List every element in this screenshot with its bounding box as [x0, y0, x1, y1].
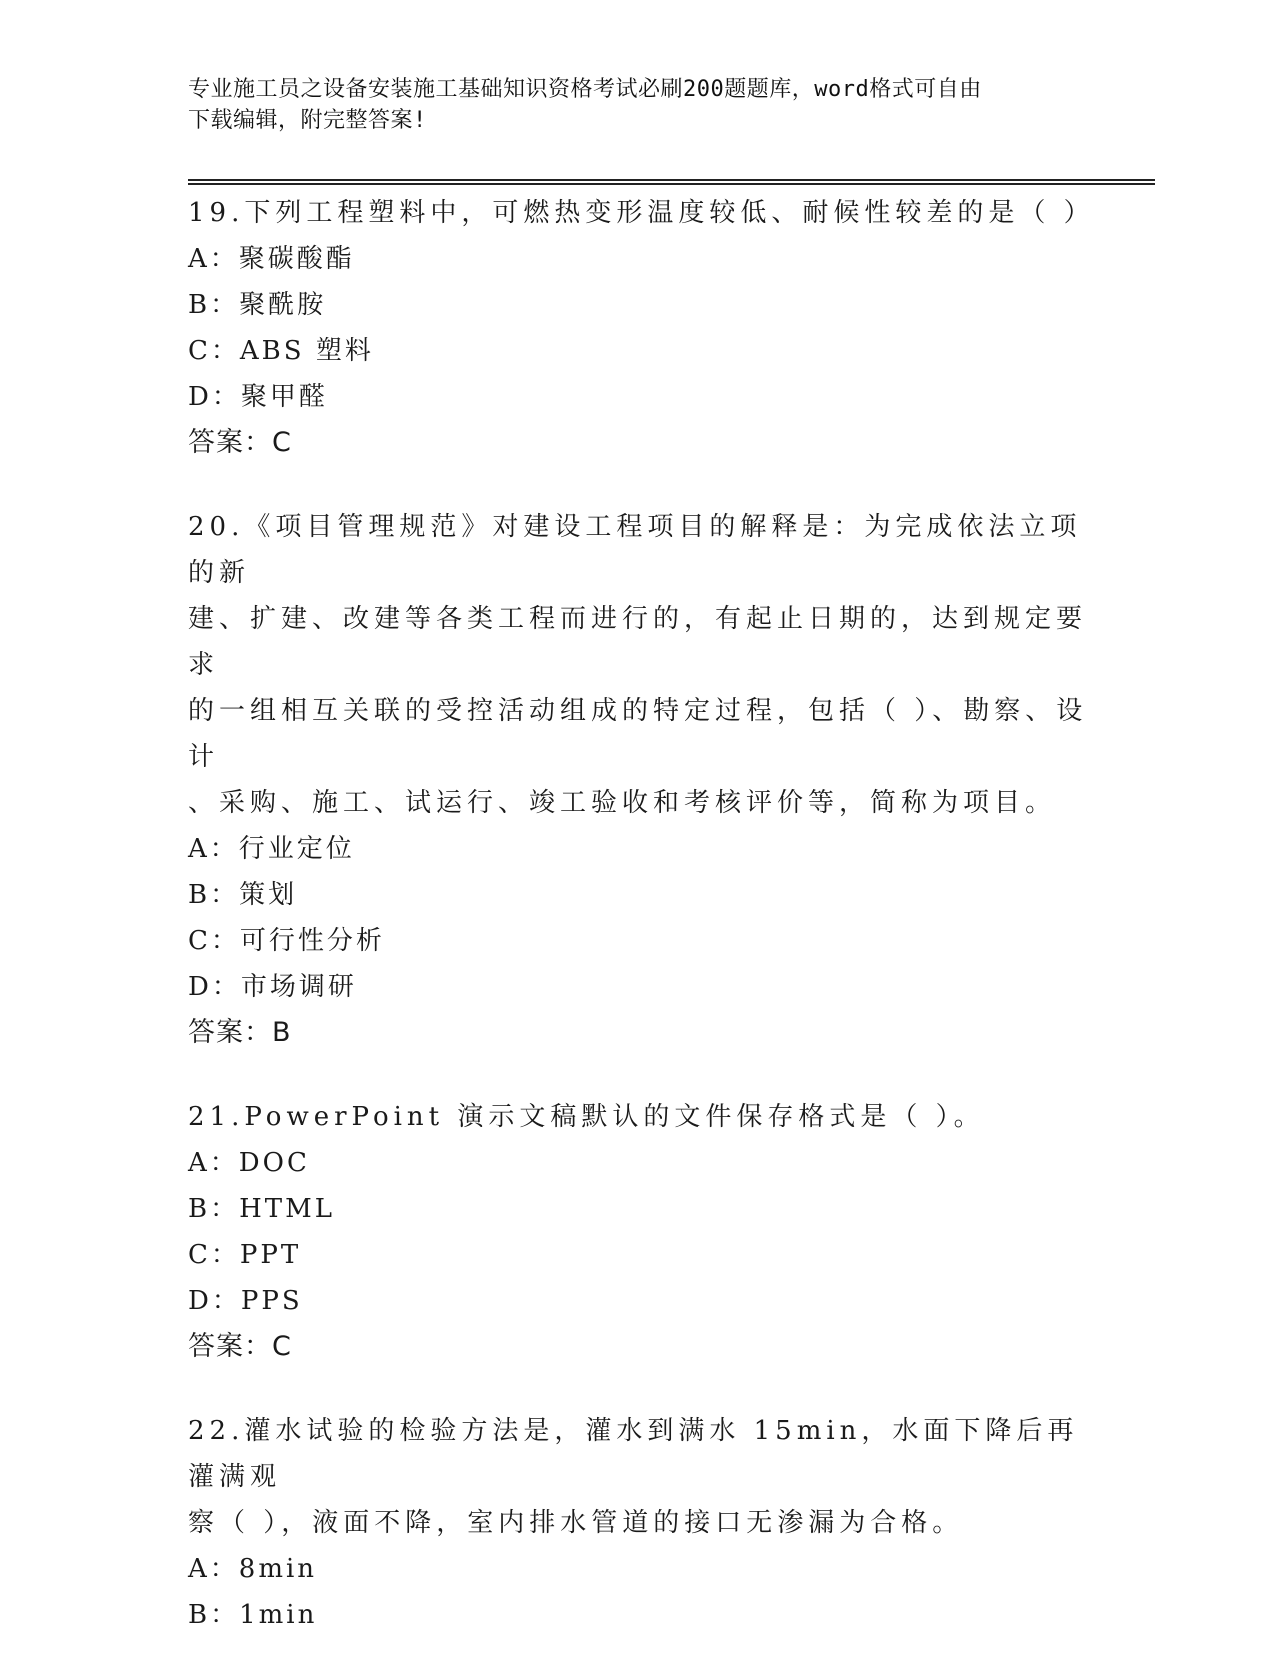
- question-text-line: 20.《项目管理规范》对建设工程项目的解释是：为完成依法立项的新: [188, 512, 1082, 588]
- option-d: D：聚甲醛: [188, 382, 328, 412]
- option-b: B：HTML: [188, 1194, 336, 1224]
- header-line-2: 下载编辑，附完整答案!: [188, 108, 427, 133]
- option-a: A：DOC: [188, 1148, 310, 1178]
- option-b: B：聚酰胺: [188, 290, 327, 320]
- question-text: [188, 1408, 1088, 1546]
- question-text-line: 、采购、施工、试运行、竣工验收和考核评价等，简称为项目。: [188, 788, 1057, 818]
- option-c: C：PPT: [188, 1240, 302, 1270]
- question-19: [188, 190, 1095, 466]
- question-22: [188, 1408, 1088, 1638]
- option-d: D：PPS: [188, 1286, 303, 1316]
- answer: 答案：C: [188, 1331, 292, 1362]
- question-text: [188, 190, 1095, 236]
- question-text: [188, 504, 1088, 826]
- question-text-line: 22.灌水试验的检验方法是，灌水到满水 15min，水面下降后再灌满观: [188, 1416, 1079, 1492]
- question-text-line: 21.PowerPoint 演示文稿默认的文件保存格式是（ ）。: [188, 1102, 985, 1132]
- header-rule-bottom: [188, 183, 1155, 185]
- option-a: A：聚碳酸酯: [188, 244, 355, 274]
- question-20: [188, 504, 1088, 1056]
- question-text-line: 察（ ），液面不降，室内排水管道的接口无渗漏为合格。: [188, 1508, 964, 1538]
- option-c: C：ABS 塑料: [188, 336, 374, 366]
- option-b: B：1min: [188, 1600, 318, 1630]
- question-text: [188, 1094, 1088, 1140]
- question-text-line: 建、扩建、改建等各类工程而进行的，有起止日期的，达到规定要求: [188, 604, 1088, 680]
- header-line-1: 专业施工员之设备安装施工基础知识资格考试必刷200题题库，word格式可自由: [188, 77, 982, 102]
- answer: 答案：B: [188, 1017, 292, 1048]
- option-c: C：可行性分析: [188, 926, 385, 956]
- header-rule-top: [188, 179, 1155, 181]
- question-list: [188, 190, 1095, 1676]
- option-a: A：行业定位: [188, 834, 355, 864]
- question-21: [188, 1094, 1088, 1370]
- option-b: B：策划: [188, 880, 298, 910]
- option-a: A：8min: [188, 1554, 318, 1584]
- answer: 答案：C: [188, 427, 292, 458]
- option-d: D：市场调研: [188, 972, 357, 1002]
- document-header: [188, 74, 1068, 136]
- question-text-line: 19.下列工程塑料中，可燃热变形温度较低、耐候性较差的是（ ）: [188, 198, 1095, 228]
- question-text-line: 的一组相互关联的受控活动组成的特定过程，包括（ ）、勘察、设计: [188, 696, 1088, 772]
